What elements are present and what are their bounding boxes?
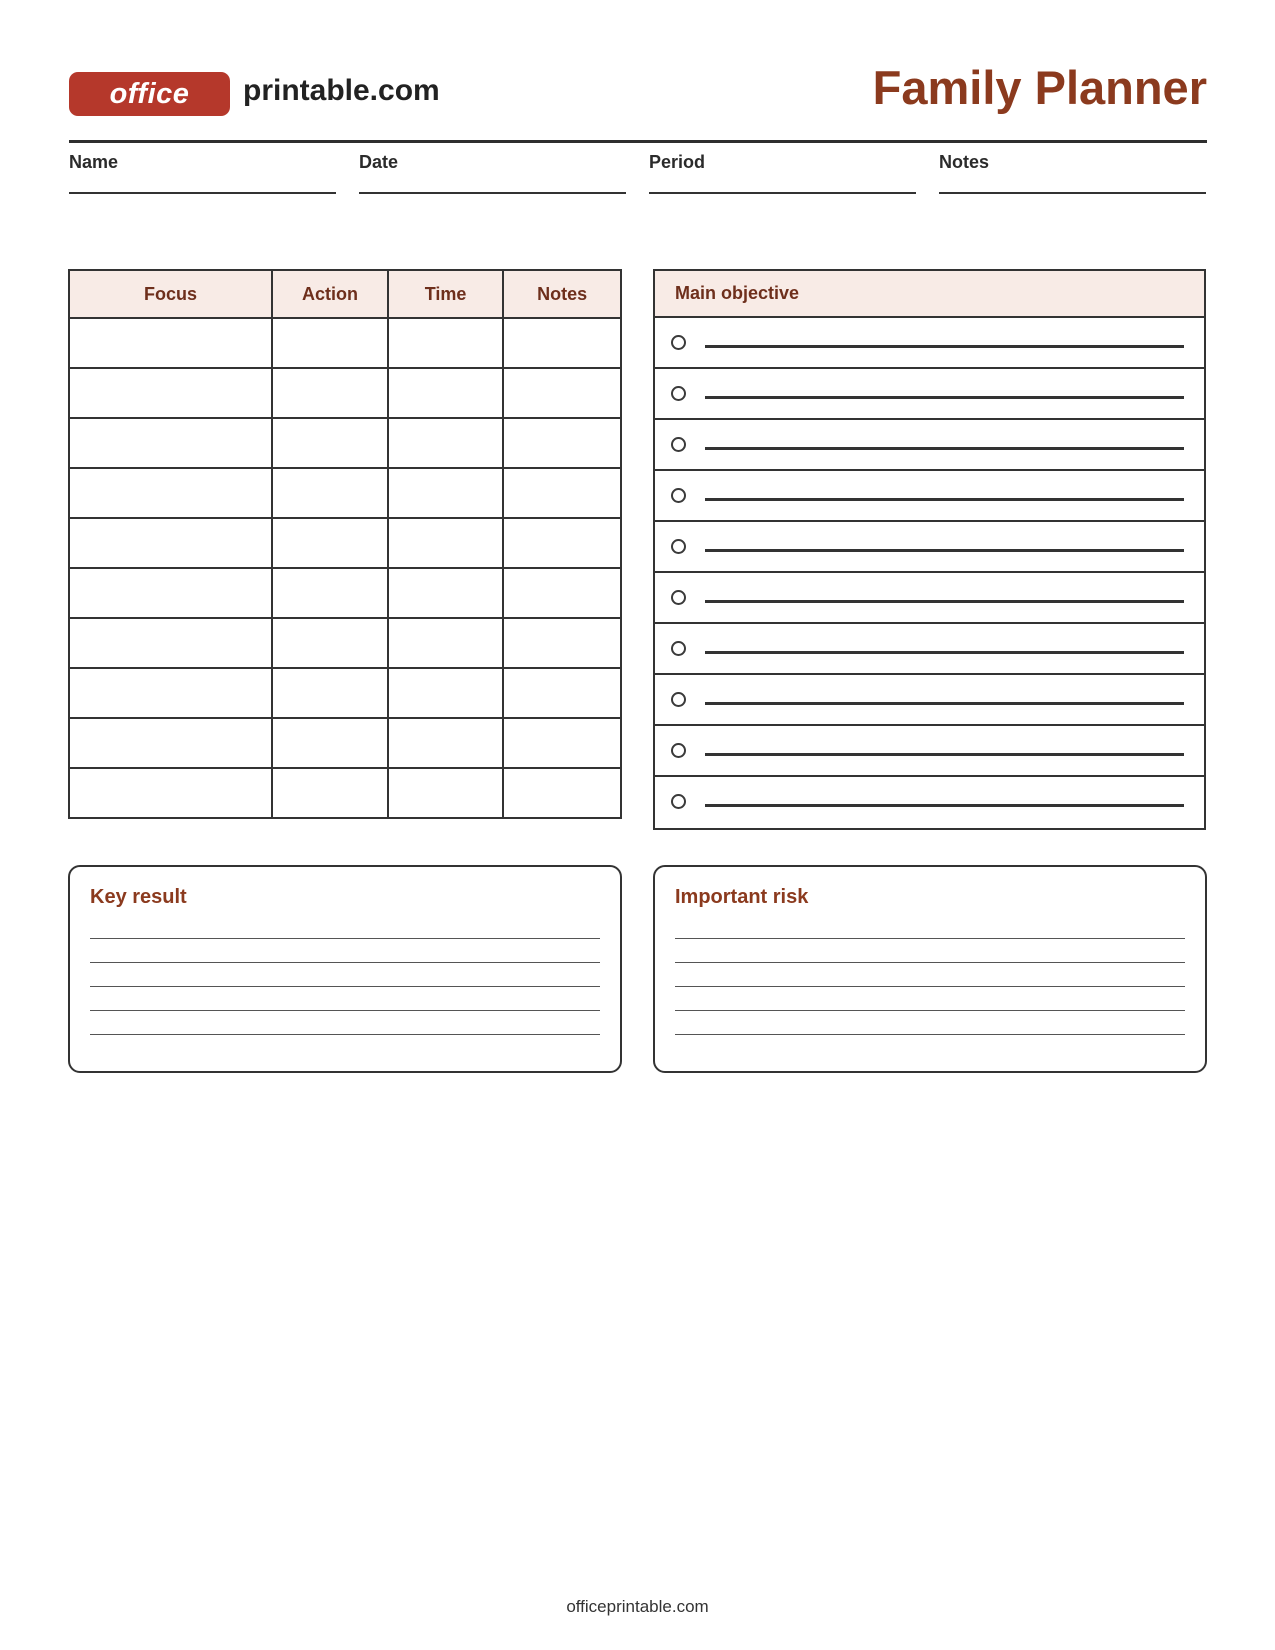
objective-item (655, 369, 1204, 420)
table-cell-time[interactable] (388, 518, 504, 568)
table-cell-action[interactable] (272, 718, 388, 768)
writing-line[interactable] (675, 1034, 1185, 1035)
important-risk-title: Important risk (675, 886, 809, 908)
table-cell-focus[interactable] (69, 518, 272, 568)
table-cell-time[interactable] (388, 618, 504, 668)
checkbox-circle-icon[interactable] (671, 590, 686, 605)
objective-line[interactable] (705, 345, 1184, 348)
table-row (69, 368, 621, 418)
writing-line[interactable] (675, 962, 1185, 963)
table-cell-notes[interactable] (503, 768, 621, 818)
objective-line[interactable] (705, 753, 1184, 756)
table-row (69, 568, 621, 618)
key-result-title: Key result (90, 886, 187, 908)
name-field[interactable] (69, 152, 336, 194)
table-cell-time[interactable] (388, 318, 504, 368)
page-title: Family Planner (872, 61, 1207, 114)
table-row (69, 468, 621, 518)
top-divider (69, 140, 1207, 143)
key-result-box (68, 865, 622, 1073)
table-cell-action[interactable] (272, 618, 388, 668)
objective-line[interactable] (705, 702, 1184, 705)
table-row (69, 768, 621, 818)
notes-field[interactable] (939, 152, 1206, 194)
table-cell-time[interactable] (388, 368, 504, 418)
writing-line[interactable] (675, 986, 1185, 987)
table-cell-focus[interactable] (69, 368, 272, 418)
table-cell-focus[interactable] (69, 618, 272, 668)
objective-line[interactable] (705, 549, 1184, 552)
table-cell-notes[interactable] (503, 668, 621, 718)
table-cell-notes[interactable] (503, 368, 621, 418)
objective-item (655, 318, 1204, 369)
checkbox-circle-icon[interactable] (671, 692, 686, 707)
table-cell-notes[interactable] (503, 718, 621, 768)
objective-item (655, 573, 1204, 624)
objective-line[interactable] (705, 651, 1184, 654)
table-cell-action[interactable] (272, 318, 388, 368)
table-row (69, 318, 621, 368)
table-cell-time[interactable] (388, 718, 504, 768)
table-cell-notes[interactable] (503, 618, 621, 668)
checkbox-circle-icon[interactable] (671, 488, 686, 503)
table-row (69, 418, 621, 468)
table-header-row (69, 270, 621, 318)
writing-line[interactable] (90, 1034, 600, 1035)
table-cell-notes[interactable] (503, 568, 621, 618)
table-cell-notes[interactable] (503, 318, 621, 368)
objective-line[interactable] (705, 498, 1184, 501)
date-field[interactable] (359, 152, 626, 194)
writing-line[interactable] (675, 1010, 1185, 1011)
objective-line[interactable] (705, 804, 1184, 807)
checkbox-circle-icon[interactable] (671, 794, 686, 809)
main-objective-panel (653, 269, 1206, 830)
checkbox-circle-icon[interactable] (671, 386, 686, 401)
table-cell-time[interactable] (388, 668, 504, 718)
table-body (69, 318, 621, 818)
writing-line[interactable] (90, 986, 600, 987)
checkbox-circle-icon[interactable] (671, 743, 686, 758)
objective-item (655, 471, 1204, 522)
table-cell-focus[interactable] (69, 418, 272, 468)
writing-line[interactable] (675, 938, 1185, 939)
period-label: Period (649, 152, 706, 172)
checkbox-circle-icon[interactable] (671, 335, 686, 350)
objective-list (655, 318, 1204, 828)
table-cell-notes[interactable] (503, 418, 621, 468)
objective-line[interactable] (705, 396, 1184, 399)
main-objective-title: Main objective (675, 283, 800, 303)
objective-item (655, 522, 1204, 573)
table-row (69, 668, 621, 718)
table-cell-focus[interactable] (69, 718, 272, 768)
date-label: Date (359, 152, 399, 172)
main-objective-header (655, 271, 1204, 318)
table-cell-focus[interactable] (69, 568, 272, 618)
notes-label: Notes (939, 152, 990, 172)
objective-item (655, 624, 1204, 675)
table-cell-action[interactable] (272, 368, 388, 418)
table-cell-action[interactable] (272, 518, 388, 568)
table-row (69, 618, 621, 668)
column-header-time: Time (388, 270, 504, 318)
table-cell-time[interactable] (388, 418, 504, 468)
table-cell-action[interactable] (272, 468, 388, 518)
table-cell-focus[interactable] (69, 468, 272, 518)
table-cell-time[interactable] (388, 468, 504, 518)
checkbox-circle-icon[interactable] (671, 437, 686, 452)
table-cell-time[interactable] (388, 568, 504, 618)
table-cell-action[interactable] (272, 668, 388, 718)
column-header-notes: Notes (503, 270, 621, 318)
logo-text: printable.com (243, 74, 440, 107)
planner-table (68, 269, 622, 819)
column-header-action: Action (272, 270, 388, 318)
logo-badge: office (69, 72, 230, 116)
table-cell-focus[interactable] (69, 318, 272, 368)
table-cell-notes[interactable] (503, 518, 621, 568)
period-field[interactable] (649, 152, 916, 194)
column-header-focus: Focus (69, 270, 272, 318)
checkbox-circle-icon[interactable] (671, 539, 686, 554)
objective-item (655, 777, 1204, 828)
objective-line[interactable] (705, 447, 1184, 450)
objective-item (655, 675, 1204, 726)
writing-line[interactable] (90, 1010, 600, 1011)
objective-item (655, 726, 1204, 777)
table-cell-time[interactable] (388, 768, 504, 818)
checkbox-circle-icon[interactable] (671, 641, 686, 656)
table-row (69, 718, 621, 768)
table-row (69, 518, 621, 568)
objective-item (655, 420, 1204, 471)
writing-line[interactable] (90, 962, 600, 963)
name-label: Name (69, 152, 119, 172)
writing-line[interactable] (90, 938, 600, 939)
objective-line[interactable] (705, 600, 1184, 603)
table-cell-focus[interactable] (69, 668, 272, 718)
table-cell-action[interactable] (272, 568, 388, 618)
table-cell-focus[interactable] (69, 768, 272, 818)
footer-text: officeprintable.com (566, 1597, 709, 1616)
table-cell-action[interactable] (272, 768, 388, 818)
important-risk-box (653, 865, 1207, 1073)
table-cell-notes[interactable] (503, 468, 621, 518)
table-cell-action[interactable] (272, 418, 388, 468)
